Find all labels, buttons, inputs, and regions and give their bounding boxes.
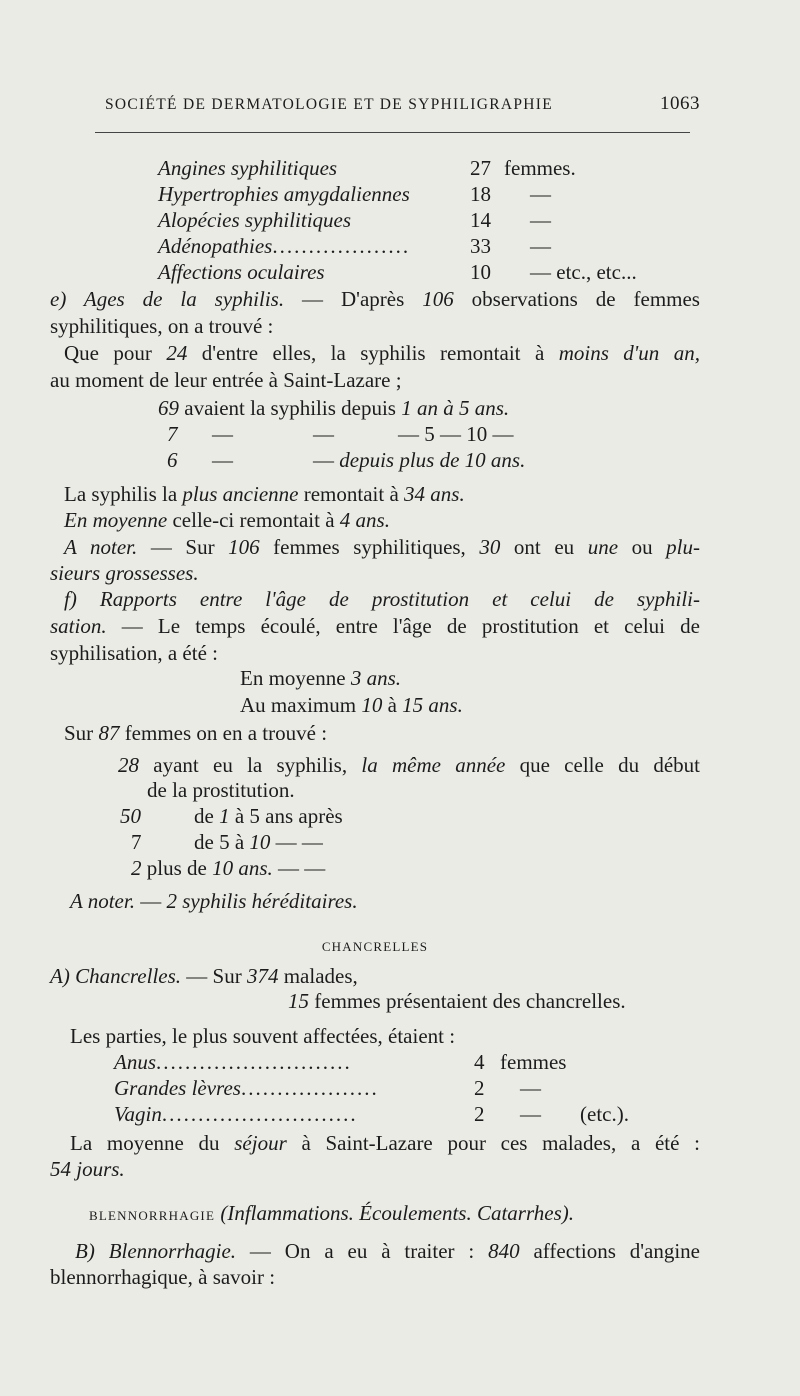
text-run: plus ancienne <box>182 482 299 506</box>
text-run: séjour <box>234 1131 287 1155</box>
rapports-line-11 <box>131 855 491 881</box>
text-run: En moyenne <box>64 508 168 532</box>
text-run: remontait à <box>298 482 405 506</box>
text-run: plu- <box>666 535 700 559</box>
chancrelles-line-2 <box>288 988 708 1014</box>
ages-line-10 <box>64 534 700 560</box>
text-run: 4 ans. <box>339 508 390 532</box>
number: 10 <box>361 693 383 717</box>
text-run: à 5 ans après <box>229 804 343 828</box>
text-run: depuis plus de 10 ans. <box>339 448 526 472</box>
text-run: — Sur <box>181 964 247 988</box>
number: 24 <box>166 341 188 365</box>
chancrelles-line-5: 54 jours. <box>50 1157 125 1181</box>
table1-label-5: Affections oculaires <box>158 260 325 284</box>
table1-label-2: Hypertrophies amygdaliennes <box>158 182 410 206</box>
chancrelles-unit-1: femmes <box>500 1050 567 1074</box>
text-run: Au maximum <box>240 693 362 717</box>
chancrelles-heading: CHANCRELLES <box>321 939 429 954</box>
number: 840 <box>488 1239 520 1263</box>
rapports-line-7 <box>118 752 700 778</box>
text-run: que celle du début <box>505 753 700 777</box>
text-run: ont eu <box>500 535 588 559</box>
text-run: — Sur <box>137 535 229 559</box>
number: 1 <box>219 804 230 828</box>
ages-line-4: au moment de leur entrée à Saint-Lazare ; <box>50 368 402 392</box>
chancrelles-row-3 <box>114 1101 454 1127</box>
text-run: ayant eu la syphilis, <box>139 753 362 777</box>
text-run: 34 ans. <box>404 482 465 506</box>
text-run: La syphilis la <box>64 482 183 506</box>
header-title: SOCIÉTÉ DE DERMATOLOGIE ET DE SYPHILIGRAPHIE <box>105 96 553 113</box>
number: 30 <box>479 535 501 559</box>
text-run: — — <box>270 830 323 854</box>
row-label: Anus <box>114 1050 156 1074</box>
rapports-line-5 <box>240 692 540 718</box>
number: 87 <box>98 721 120 745</box>
ages-line-5 <box>158 395 608 421</box>
ages-line-11: sieurs grossesses. <box>50 561 199 585</box>
table1-value-5: 10 <box>470 260 491 284</box>
text-run: — Le temps écoulé, entre l'âge de prostitution et celui de <box>106 614 700 638</box>
chancrelles-line-3: Les parties, le plus souvent affectées, étaient : <box>70 1024 456 1048</box>
rapports-line-1: f) Rapports entre l'âge de prostitution et celui de syphili- <box>64 587 700 611</box>
table1-row-4 <box>158 233 478 259</box>
text-run: femmes présentaient des chancrelles. <box>309 989 626 1013</box>
text-run: A noter. <box>64 535 138 559</box>
text-run: 15 ans. <box>402 693 463 717</box>
rapports-line-9-count: 50 <box>120 804 141 828</box>
number: 2 <box>131 856 142 880</box>
ages-line-1 <box>50 286 700 312</box>
text-run: 3 ans. <box>350 666 401 690</box>
text-run: 10 ans. <box>212 856 273 880</box>
table1-label-1: Angines syphilitiques <box>158 156 338 180</box>
rapports-line-3: syphilisation, a été : <box>50 641 218 665</box>
text-run: Que pour <box>64 341 167 365</box>
table1-label-3: Alopécies syphilitiques <box>158 208 352 232</box>
text-run: moins d'un an, <box>558 341 700 365</box>
header-rule <box>95 132 690 133</box>
chancrelles-extra-3: (etc.). <box>580 1102 629 1126</box>
page-number: 1063 <box>660 93 700 114</box>
row-label: Vagin <box>114 1102 162 1126</box>
text-run: sation. <box>50 614 107 638</box>
chancrelles-unit-2: — <box>520 1076 541 1100</box>
chancrelles-row-1 <box>114 1049 454 1075</box>
text-run: femmes syphilitiques, <box>259 535 480 559</box>
row-label: Grandes lèvres <box>114 1076 241 1100</box>
number: 106 <box>228 535 260 559</box>
blennorrhagie-line-2: blennorrhagique, à savoir : <box>50 1265 276 1289</box>
rapports-line-4 <box>240 665 540 691</box>
table1-unit-3: — <box>530 208 551 232</box>
text-run: Sur <box>64 721 99 745</box>
text-run: de 5 à <box>194 830 250 854</box>
rapports-line-2 <box>50 613 700 639</box>
ditto-dash: — <box>313 448 340 472</box>
text-run: 2 syphilis héréditaires. <box>166 889 358 913</box>
ages-line-7-text <box>313 447 613 473</box>
ages-line-6-range: — 5 — 10 — <box>398 422 514 446</box>
number: 15 <box>288 989 309 1013</box>
text-run: ou <box>618 535 667 559</box>
rapports-line-6 <box>64 720 664 746</box>
ages-line-6-count: 7 <box>167 422 178 446</box>
ages-line-2: syphilitiques, on a trouvé : <box>50 314 274 338</box>
text-run: à <box>382 693 403 717</box>
ages-line-9 <box>64 507 684 533</box>
chancrelles-value-2: 2 <box>474 1076 485 1100</box>
text-run: A noter. <box>70 889 135 913</box>
rapports-line-10-text <box>194 829 494 855</box>
table1-value-1: 27 <box>470 156 491 180</box>
rapports-line-10-count: 7 <box>131 830 142 854</box>
chancrelles-unit-3: — <box>520 1102 541 1126</box>
ages-line-3 <box>64 340 700 366</box>
text-run: — <box>134 889 167 913</box>
chancrelles-line-1 <box>50 963 650 989</box>
text-run: — D'après <box>284 287 423 311</box>
text-run: En moyenne <box>240 666 351 690</box>
rapports-line-12 <box>70 888 570 914</box>
ages-line-7-count: 6 <box>167 448 178 472</box>
leader-dots: ........................... <box>156 1050 352 1074</box>
text-run: malades, <box>278 964 358 988</box>
number: 28 <box>118 753 139 777</box>
table1-unit-2: — <box>530 182 551 206</box>
text-run: une <box>587 535 619 559</box>
blennorrhagie-line-1 <box>75 1238 700 1264</box>
section-title: A) Chancrelles. <box>50 964 182 988</box>
section-title: e) Ages de la syphilis. <box>50 287 285 311</box>
table1-value-4: 33 <box>470 234 491 258</box>
leader-dots: ........................... <box>161 1102 358 1126</box>
text-run: avaient la syphilis depuis <box>179 396 402 420</box>
text-run: celle-ci remontait à <box>167 508 340 532</box>
text-run: de <box>194 804 220 828</box>
text-run: plus de <box>141 856 213 880</box>
table1-unit-4: — <box>530 234 551 258</box>
table1-value-3: 14 <box>470 208 491 232</box>
text-run: — — <box>272 856 326 880</box>
chancrelles-value-3: 2 <box>474 1102 485 1126</box>
table1-value-2: 18 <box>470 182 491 206</box>
table1-unit-1: femmes. <box>504 156 576 180</box>
text-run: La moyenne du <box>70 1131 235 1155</box>
text-run: observations de femmes <box>453 287 700 311</box>
table1-unit-5: — etc., etc... <box>530 260 637 284</box>
text-run: affections d'angine <box>519 1239 701 1263</box>
heading-subtitle: (Inflammations. Écoulements. Catarrhes). <box>220 1201 575 1225</box>
chancrelles-line-4 <box>70 1130 700 1156</box>
number: 10 <box>249 830 271 854</box>
text-run: femmes on en a trouvé : <box>119 721 328 745</box>
number: 69 <box>158 396 179 420</box>
table1-label-4: Adénopathies <box>158 234 273 258</box>
running-header <box>105 93 700 115</box>
chancrelles-value-1: 4 <box>474 1050 485 1074</box>
ditto-dash: — <box>212 448 233 472</box>
number: 106 <box>422 287 454 311</box>
text-run: la même année <box>361 753 506 777</box>
section-title: B) Blennorrhagie. <box>75 1239 237 1263</box>
leader-dots: ................... <box>272 234 411 258</box>
heading-smallcaps: BLENNORRHAGIE <box>89 1208 216 1223</box>
text-run: — On a eu à traiter : <box>236 1239 489 1263</box>
rapports-line-8: de la prostitution. <box>147 778 295 802</box>
ditto-dash: — <box>313 422 334 446</box>
blennorrhagie-heading <box>89 1200 700 1229</box>
text-run: à Saint-Lazare pour ces malades, a été : <box>286 1131 700 1155</box>
ditto-dash: — <box>212 422 233 446</box>
text-run: 1 an à 5 ans. <box>401 396 510 420</box>
number: 374 <box>246 964 279 988</box>
rapports-line-9-text <box>194 803 494 829</box>
leader-dots: ................... <box>240 1076 379 1100</box>
chancrelles-row-2 <box>114 1075 454 1101</box>
text-run: d'entre elles, la syphilis remontait à <box>187 341 559 365</box>
ages-line-8 <box>64 481 684 507</box>
